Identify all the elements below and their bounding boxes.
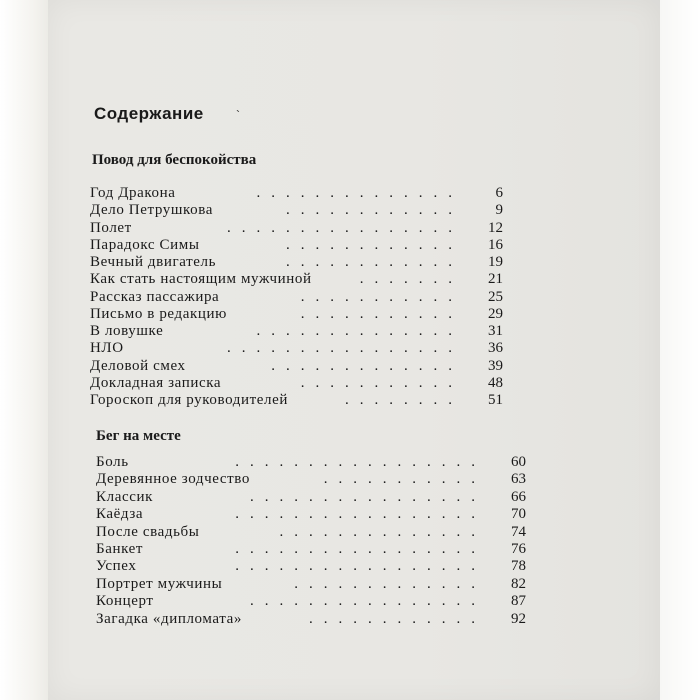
left-margin <box>0 0 48 700</box>
toc-entry-page: 19 <box>488 254 503 270</box>
toc-entry-title: Парадокс Симы <box>90 236 200 253</box>
dot-leader: ....... <box>359 271 463 288</box>
toc-entry-title: Докладная записка <box>90 374 222 391</box>
toc-entry-title: Классик <box>96 488 153 505</box>
dot-leader: ........ <box>345 392 463 408</box>
dot-leader: ................ <box>227 340 463 357</box>
toc-entry-title: Деревянное зодчество <box>96 471 250 488</box>
dot-leader: ............ <box>286 236 463 253</box>
dot-leader: ............. <box>294 575 486 592</box>
toc-entry-title: Портрет мужчины <box>96 575 223 592</box>
dot-leader: ............ <box>286 254 463 270</box>
toc-entry-title: Как стать настоящим мужчиной <box>90 271 312 288</box>
toc-entry-page: 66 <box>511 488 526 505</box>
toc-entry-title: Концерт <box>96 593 154 610</box>
toc-entry-page: 25 <box>488 288 503 305</box>
toc-entry-page: 48 <box>488 374 503 391</box>
toc-entry-page: 76 <box>511 541 526 557</box>
dot-leader: ............ <box>286 202 463 219</box>
toc-entry-title: Деловой смех <box>90 357 186 374</box>
toc-entry-title: Загадка «дипломата» <box>96 610 242 627</box>
dot-leader: ................ <box>227 219 463 236</box>
page-title: Содержание <box>94 104 204 123</box>
dot-leader: ................ <box>250 593 486 610</box>
toc-entry-page: 63 <box>511 471 526 488</box>
toc-entry-title: Гороскоп для руководителей <box>90 392 288 408</box>
title-mark: ` <box>236 108 240 122</box>
dot-leader: ........... <box>300 305 463 322</box>
dot-leader: ................. <box>235 558 486 575</box>
toc-entry-title: Успех <box>96 558 137 575</box>
section-heading-1: Повод для беспокойства <box>92 152 257 168</box>
toc-entry-title: Каёдза <box>96 506 144 523</box>
toc-entry-title: Боль <box>96 454 129 470</box>
dot-leader: ............. <box>271 357 463 374</box>
toc-entry-title: НЛО <box>90 340 124 357</box>
dot-leader: ........... <box>300 288 463 305</box>
toc-entry-title: Год Дракона <box>90 185 176 201</box>
dot-leader: ................. <box>235 506 486 523</box>
toc-entry-page: 6 <box>495 185 503 201</box>
dot-leader: ................. <box>235 454 486 470</box>
toc-entry-title: После свадьбы <box>96 523 200 540</box>
toc-entry-page: 82 <box>511 575 526 592</box>
right-margin <box>660 0 700 700</box>
dot-leader: ................ <box>250 488 486 505</box>
dot-leader: ........... <box>300 374 463 391</box>
toc-entry-title: Банкет <box>96 541 144 557</box>
dot-leader: ................. <box>235 541 486 557</box>
toc-entry-page: 87 <box>511 593 526 610</box>
dot-leader: ............ <box>309 610 486 627</box>
toc-entry-page: 51 <box>488 392 503 408</box>
toc-entry-page: 39 <box>488 357 503 374</box>
dot-leader: .............. <box>256 323 463 339</box>
toc-entry-page: 60 <box>511 454 526 470</box>
toc-entry-title: Рассказ пассажира <box>90 288 220 305</box>
toc-entry-title: Письмо в редакцию <box>90 305 227 322</box>
toc-entry-title: В ловушке <box>90 323 164 339</box>
toc-entry-title: Дело Петрушкова <box>90 202 213 219</box>
section-heading-2: Бег на месте <box>96 428 181 444</box>
toc-entry-page: 70 <box>511 506 526 523</box>
toc-entry-title: Полет <box>90 219 132 236</box>
dot-leader: ........... <box>323 471 486 488</box>
dot-leader: .............. <box>256 185 463 201</box>
toc-entry-page: 74 <box>511 523 526 540</box>
toc-entry-page: 9 <box>495 202 503 219</box>
toc-entry-page: 36 <box>488 340 503 357</box>
toc-entry-title: Вечный двигатель <box>90 254 217 270</box>
dot-leader: .............. <box>279 523 486 540</box>
toc-entry-page: 78 <box>511 558 526 575</box>
toc-entry-page: 29 <box>488 305 503 322</box>
toc-entry-page: 12 <box>488 219 503 236</box>
toc-entry-page: 92 <box>511 610 526 627</box>
toc-entry-page: 31 <box>488 323 503 339</box>
toc-entry-page: 21 <box>488 271 503 288</box>
toc-entry-page: 16 <box>488 236 503 253</box>
